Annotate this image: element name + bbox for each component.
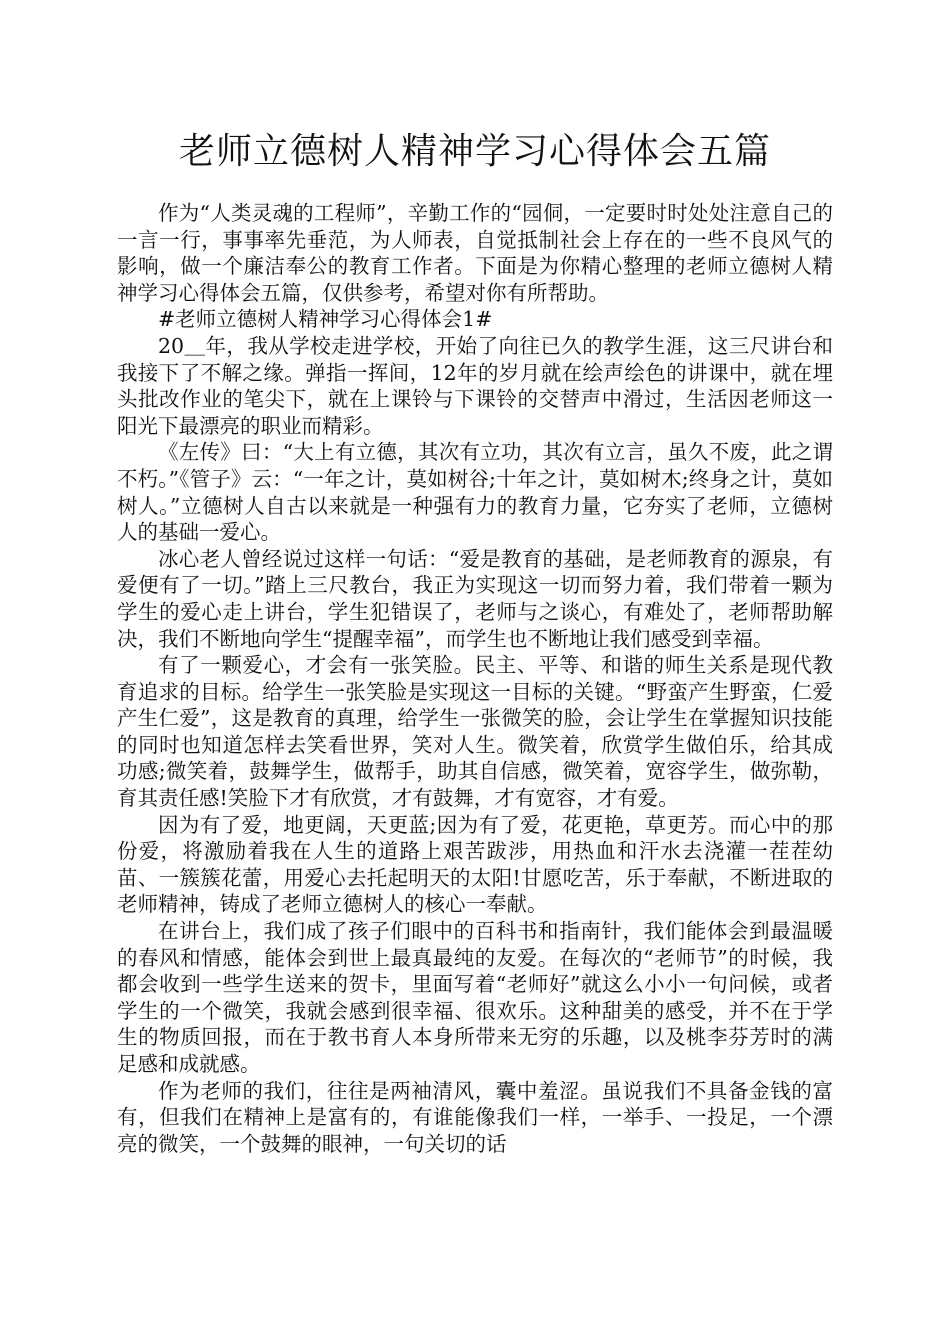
paragraph: 作为老师的我们，往往是两袖清风，囊中羞涩。虽说我们不具备金钱的富有，但我们在精神上是富有的，有谁能像我们一样，一举手、一投足，一个漂亮的微笑，一个鼓舞的眼神，一句关切的话 bbox=[117, 1078, 833, 1156]
paragraph: 作为“人类灵魂的工程师”，辛勤工作的“园侗，一定要时时处处注意自己的一言一行，事事率先垂范，为人师表，自觉抵制社会上存在的一些不良风气的影响，做一个廉洁奉公的教育工作者。下面是为你精心整理的老师立德树人精神学习心得体会五篇，仅供参考，希望对你有所帮助。 bbox=[117, 201, 833, 305]
paragraph: 在讲台上，我们成了孩子们眼中的百科书和指南针，我们能体会到最温暖的春风和情感，能体会到世上最真最纯的友爱。在每次的“老师节”的时候，我都会收到一些学生送来的贺卡，里面写着“老师好”就这么小小一句问候，或者学生的一个微笑，我就会感到很幸福、很欢乐。这种甜美的感受，并不在于学生的物质回报，而在于教书育人本身所带来无穷的乐趣，以及桃李芬芳时的满足感和成就感。 bbox=[117, 919, 833, 1076]
paragraph: 因为有了爱，地更阔，天更蓝;因为有了爱，花更艳，草更芳。而心中的那份爱，将激励着我在人生的道路上艰苦跋涉，用热血和汗水去浇灌一茬茬幼苗、一簇簇花蕾，用爱心去托起明天的太阳!甘愿吃苦，乐于奉献，不断进取的老师精神，铸成了老师立德树人的核心一奉献。 bbox=[117, 812, 833, 917]
paragraph: 《左传》曰：“大上有立德，其次有立功，其次有立言，虽久不废，此之谓不朽。”《管子》云：“一年之计，莫如树谷;十年之计，莫如树木;终身之计，莫如树人。”立德树人自古以来就是一种强有力的教育力量，它夯实了老师，立德树人的基础一爱心。 bbox=[117, 440, 833, 545]
section-heading: #老师立德树人精神学习心得体会1# bbox=[158, 307, 493, 332]
paragraph: 20＿年，我从学校走进学校，开始了向往已久的教学生涯，这三尺讲台和我接下了不解之缘。弹指一挥间，12年的岁月就在绘声绘色的讲课中，就在埋头批改作业的笔尖下，就在上课铃与下课铃的交替声中滑过，生活因老师这一阳光下最漂亮的职业而精彩。 bbox=[117, 333, 833, 438]
paragraph: 冰心老人曾经说过这样一句话：“爱是教育的基础，是老师教育的源泉，有爱便有了一切。”踏上三尺教台，我正为实现这一切而努力着，我们带着一颗为学生的爱心走上讲台，学生犯错误了，老师与之谈心，有难处了，老师帮助解决，我们不断地向学生“提醒幸福”，而学生也不断地让我们感受到幸福。 bbox=[117, 546, 833, 651]
document-body bbox=[117, 200, 833, 1157]
document-title: 老师立德树人精神学习心得体会五篇 bbox=[178, 131, 771, 172]
paragraph: 有了一颗爱心，才会有一张笑脸。民主、平等、和谐的师生关系是现代教育追求的目标。给学生一张笑脸是实现这一目标的关键。“野蛮产生野蛮，仁爱产生仁爱”，这是教育的真理，给学生一张微笑的脸，会让学生在掌握知识技能的同时也知道怎样去笑看世界，笑对人生。微笑着，欣赏学生做伯乐，给其成功感;微笑着，鼓舞学生，做帮手，助其自信感，微笑着，宽容学生，做弥勒，育其责任感!笑脸下才有欣赏，才有鼓舞，才有宽容，才有爱。 bbox=[117, 653, 833, 811]
